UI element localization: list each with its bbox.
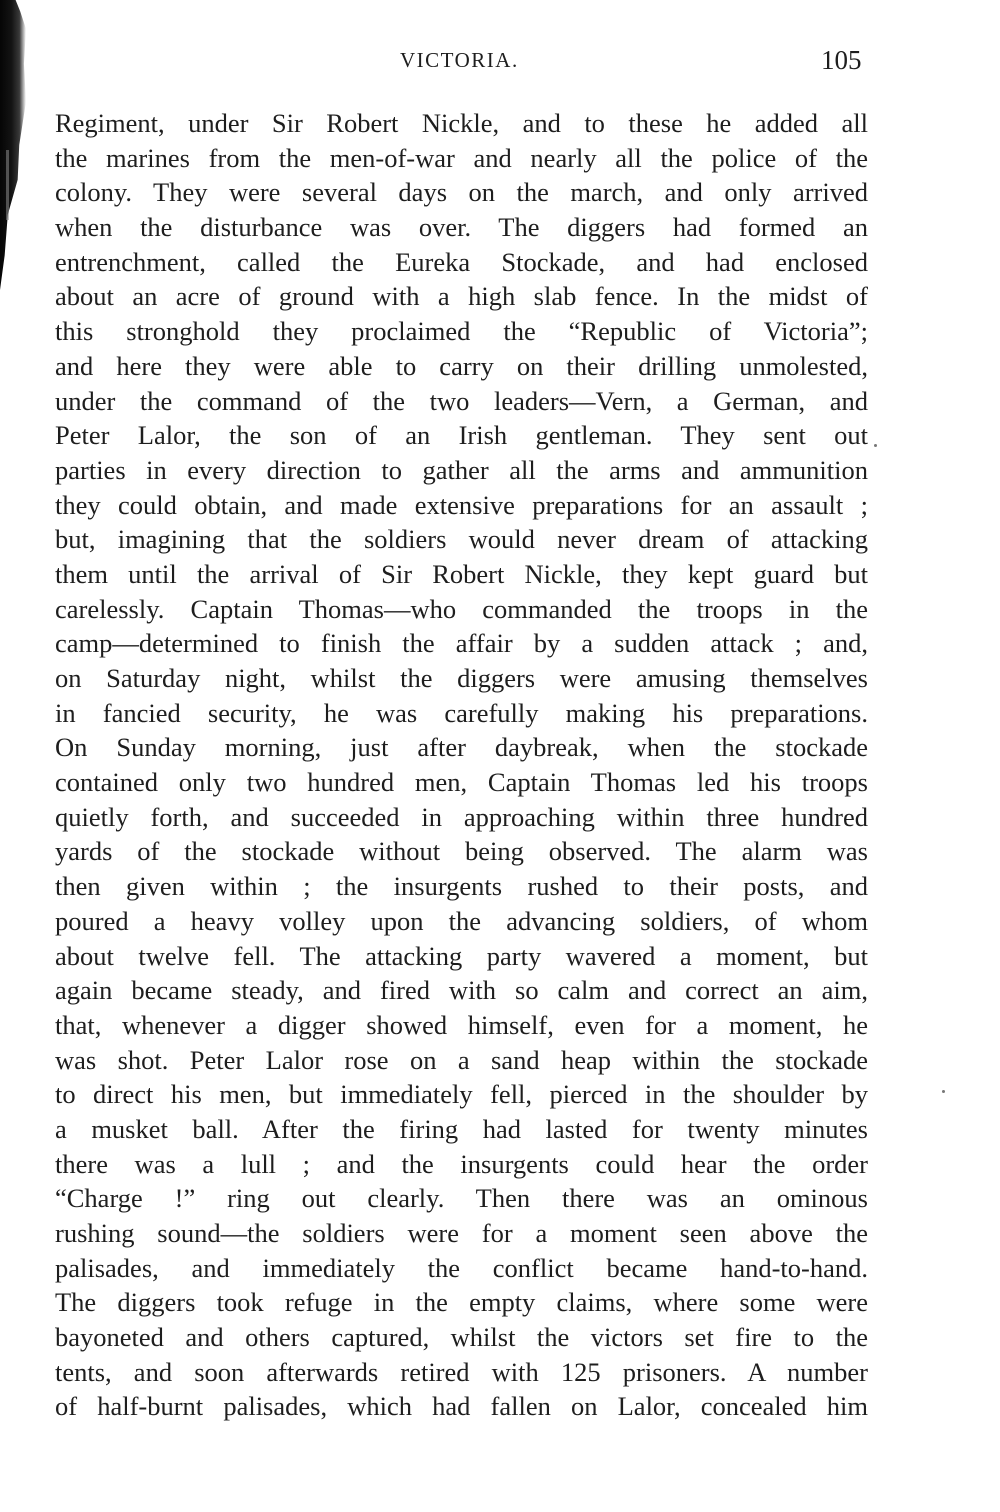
text-line: palisades, and immediately the conflict became hand-to-hand.	[55, 1252, 868, 1283]
text-line: about an acre of ground with a high slab fence. In the midst of	[55, 281, 868, 312]
text-line: again became steady, and fired with so calm and correct an aim,	[55, 975, 868, 1006]
text-line: there was a lull ; and the insurgents could hear the order	[55, 1148, 868, 1179]
body-text	[55, 106, 868, 1424]
text-line: bayoneted and others captured, whilst the victors set fire to the	[55, 1322, 868, 1353]
scan-artifact	[6, 150, 9, 220]
text-line: this stronghold they proclaimed the “Republic of Victoria”;	[55, 316, 868, 347]
text-line: yards of the stockade without being observed. The alarm was	[55, 836, 868, 867]
text-line: carelessly. Captain Thomas—who commanded the troops in the	[55, 593, 868, 624]
text-line: on Saturday night, whilst the diggers were amusing themselves	[55, 663, 868, 693]
text-line: about twelve fell. The attacking party wavered a moment, but	[55, 940, 868, 971]
text-line: tents, and soon afterwards retired with 125 prisoners. A number	[55, 1356, 868, 1387]
text-line: to direct his men, but immediately fell, pierced in the shoulder by	[55, 1079, 868, 1110]
text-line: rushing sound—the soldiers were for a moment seen above the	[55, 1218, 868, 1248]
text-line: them until the arrival of Sir Robert Nickle, they kept guard but	[55, 558, 868, 589]
text-line: colony. They were several days on the march, and only arrived	[55, 177, 868, 208]
scan-edge-shadow	[0, 0, 26, 290]
text-line: The diggers took refuge in the empty claims, where some were	[55, 1287, 868, 1318]
margin-speck	[874, 444, 877, 447]
text-line: quietly forth, and succeeded in approaching within three hundred	[55, 801, 868, 832]
text-line: camp—determined to finish the affair by a sudden attack ; and,	[55, 628, 868, 659]
text-line: then given within ; the insurgents rushed to their posts, and	[55, 871, 868, 902]
text-line: contained only two hundred men, Captain Thomas led his troops	[55, 767, 868, 798]
text-line: the marines from the men-of-war and nearly all the police of the	[55, 142, 868, 173]
text-line: a musket ball. After the firing had lasted for twenty minutes	[55, 1113, 868, 1144]
running-head	[0, 45, 1000, 80]
text-line: when the disturbance was over. The diggers had formed an	[55, 212, 868, 243]
text-line: On Sunday morning, just after daybreak, when the stockade	[55, 732, 868, 763]
text-line: “Charge !” ring out clearly. Then there was an ominous	[55, 1183, 868, 1214]
text-line: parties in every direction to gather all the arms and ammunition	[55, 454, 868, 485]
margin-speck	[942, 1090, 945, 1093]
text-line: was shot. Peter Lalor rose on a sand heap within the stockade	[55, 1044, 868, 1075]
text-line: of half-burnt palisades, which had fallen on Lalor, concealed him	[55, 1391, 868, 1422]
text-line: Peter Lalor, the son of an Irish gentleman. They sent out	[55, 420, 868, 451]
text-line: poured a heavy volley upon the advancing soldiers, of whom	[55, 905, 868, 936]
text-line: and here they were able to carry on their drilling unmolested,	[55, 350, 868, 381]
text-line: they could obtain, and made extensive preparations for an assault ;	[55, 489, 868, 520]
running-title: VICTORIA.	[400, 48, 519, 72]
text-line: in fancied security, he was carefully making his preparations.	[55, 697, 868, 728]
text-line: under the command of the two leaders—Vern, a German, and	[55, 385, 868, 416]
text-line: Regiment, under Sir Robert Nickle, and to these he added all	[55, 108, 868, 138]
text-line: that, whenever a digger showed himself, even for a moment, he	[55, 1009, 868, 1040]
text-line: but, imagining that the soldiers would never dream of attacking	[55, 524, 868, 555]
page-number: 105	[821, 45, 862, 75]
text-line: entrenchment, called the Eureka Stockade, and had enclosed	[55, 246, 868, 277]
